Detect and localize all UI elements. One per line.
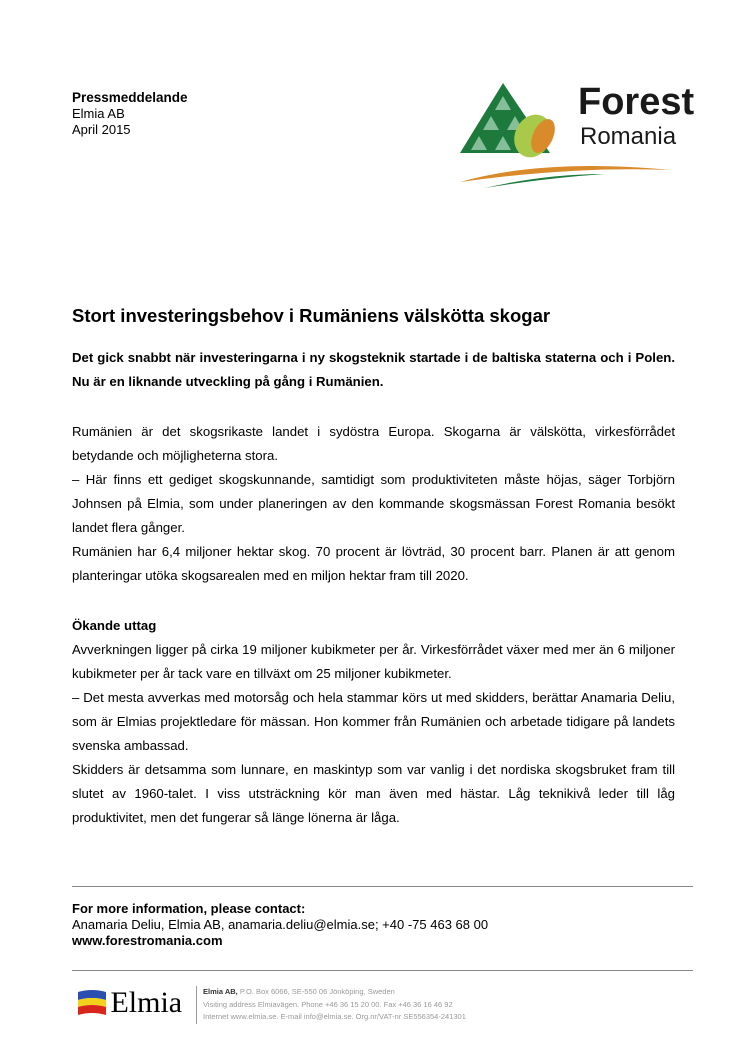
paragraph: Skidders är detsamma som lunnare, en maskintyp som var vanlig i det nordiska skogsbruket fram till slutet av 1960-talet. I viss utsträckning kör man även med hästar. Låg teknikivå leder till låg produktivitet, men det fungerar så länge lönerna är låga. (72, 762, 675, 825)
section-heading: Ökande uttag (72, 618, 157, 633)
divider (72, 970, 693, 971)
paragraph: – Här finns ett gediget skogskunnande, samtidigt som produktiviteten måste höjas, säger Torbjörn Johnsen på Elmia, som under planeringen av den kommande skogsmässan Forest Romania besökt landet flera gånger. (72, 472, 675, 535)
paragraph: – Det mesta avverkas med motorsåg och hela stammar körs ut med skidders, berättar Anamaria Deliu, som är Elmias projektledare för mässan. Hon kommer från Rumänien och arbetade tidigare på landets svenska ambassad. (72, 690, 675, 753)
elmia-logo (78, 986, 182, 1020)
divider (72, 886, 693, 887)
website-link[interactable]: www.forestromania.com (72, 933, 223, 948)
elmia-logo-text: Elmia (110, 986, 183, 1019)
article-body (72, 346, 675, 830)
date: April 2015 (72, 122, 131, 137)
page-title: Stort investeringsbehov i Rumäniens välskötta skogar (72, 305, 551, 326)
footer-internet: Internet www.elmia.se. E-mail info@elmia.se. Org.nr/VAT-nr SE556354-241301 (203, 1012, 466, 1021)
document-type: Pressmeddelande (72, 90, 188, 105)
contact-details[interactable]: Anamaria Deliu, Elmia AB, anamaria.deliu@elmia.se; +40 -75 463 68 00 (72, 917, 489, 932)
lead-paragraph: Det gick snabbt när investeringarna i ny skogsteknik startade i de baltiska staterna och i Polen. Nu är en liknande utveckling på gång i Rumänien. (72, 350, 675, 389)
paragraph: Rumänien har 6,4 miljoner hektar skog. 70 procent är lövträd, 30 procent barr. Planen är att genom planteringar utöka skogsarealen med en miljon hektar fram till 2020. (72, 544, 675, 583)
company: Elmia AB (72, 106, 125, 121)
paragraph: Avverkningen ligger på cirka 19 miljoner kubikmeter per år. Virkesförrådet växer med mer än 6 miljoner kubikmeter per år tack vare en tillväxt om 25 miljoner kubikmeter. (72, 642, 675, 681)
contact-heading: For more information, please contact: (72, 901, 306, 916)
footer-company: Elmia AB, (203, 987, 238, 996)
footer-postal: P.O. Box 6066, SE-550 06 Jönköping, Sweden (239, 987, 395, 996)
logo-title: Forest (578, 81, 695, 123)
elmia-flag-icon (78, 988, 106, 1018)
paragraph: Rumänien är det skogsrikaste landet i sydöstra Europa. Skogarna är välskötta, virkesförrådet betydande och möjligheterna stora. (72, 424, 675, 463)
contact-block (72, 901, 488, 949)
press-header (72, 90, 188, 138)
forest-romania-logo (455, 78, 695, 188)
footer-address (196, 986, 466, 1024)
logo-subtitle: Romania (580, 123, 677, 150)
footer-visiting: Visiting address Elmiavägen. Phone +46 36 15 20 00. Fax +46 36 16 46 92 (203, 999, 453, 1009)
